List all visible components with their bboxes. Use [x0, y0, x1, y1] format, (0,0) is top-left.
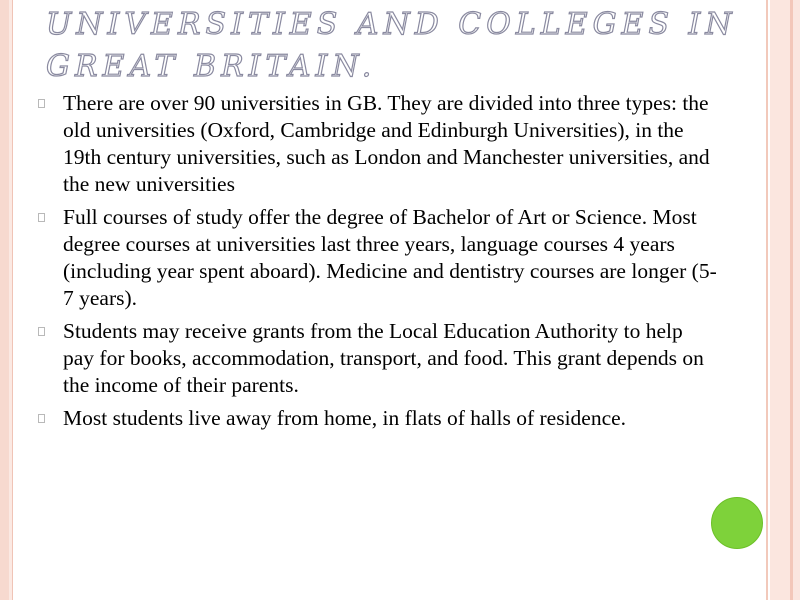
bullet-text: There are over 90 universities in GB. They are divided into three types: the old universities (Oxford, Cambridge and Edinburgh Universities), in the 19th century universities, such as London and Manchester universities, and the new universities	[63, 91, 710, 196]
bullet-text: Full courses of study offer the degree of Bachelor of Art or Science. Most degree courses at universities last three years, language courses 4 years (including year spent aboard). Medicine and dentistry courses are longer (5-7 years).	[63, 205, 717, 310]
bullet-item	[38, 405, 718, 432]
right-decorative-stripe	[790, 0, 793, 600]
slide-title: UNIVERSITIES AND COLLEGES IN GREAT BRITAIN.	[46, 7, 737, 84]
bullet-list	[38, 90, 718, 438]
bullet-square-icon	[38, 414, 45, 423]
bullet-item	[38, 318, 718, 399]
right-decorative-stripe	[766, 0, 768, 600]
bullet-item	[38, 204, 718, 312]
bullet-item	[38, 90, 718, 198]
left-decorative-stripe	[0, 0, 9, 600]
right-decorative-stripe	[770, 0, 800, 600]
bullet-square-icon	[38, 327, 45, 336]
bullet-text: Most students live away from home, in flats of halls of residence.	[63, 406, 627, 430]
green-circle-decoration	[711, 497, 763, 549]
bullet-square-icon	[38, 213, 45, 222]
left-decorative-stripe	[12, 0, 13, 600]
bullet-square-icon	[38, 99, 45, 108]
bullet-text: Students may receive grants from the Local Education Authority to help pay for books, accommodation, transport, and food. This grant depends on the income of their parents.	[63, 319, 704, 397]
